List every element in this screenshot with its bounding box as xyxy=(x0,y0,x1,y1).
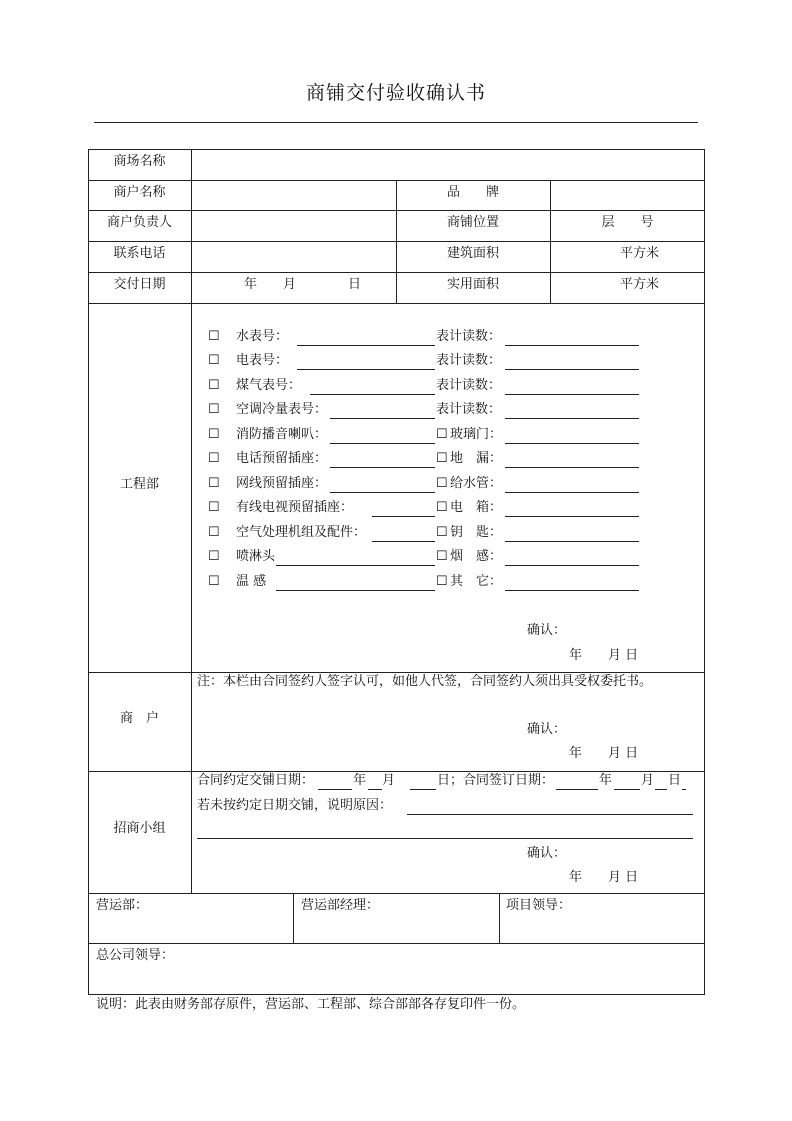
checkbox-icon[interactable]: ☐ xyxy=(436,451,448,466)
agreed-month-line[interactable] xyxy=(368,789,382,790)
air-handler-label: 空气处理机组及配件： xyxy=(236,525,367,540)
floor-drain-label: 地 漏： xyxy=(450,451,503,466)
reading-label: 表计读数： xyxy=(436,353,502,368)
reading-label: 表计读数： xyxy=(436,402,502,417)
electric-reading-line[interactable] xyxy=(505,369,639,370)
phone-socket-label: 电话预留插座： xyxy=(236,451,328,466)
gas-meter-line[interactable] xyxy=(310,394,435,395)
brand-label: 品 牌 xyxy=(446,185,499,200)
tenant-lead-field[interactable] xyxy=(192,211,396,241)
checkbox-icon[interactable]: ☐ xyxy=(436,476,448,491)
building-area-unit[interactable]: 平方米 xyxy=(620,246,660,261)
delay-reason-line-2[interactable] xyxy=(197,838,693,839)
water-pipe-line[interactable] xyxy=(505,492,639,493)
tenant-name-label: 商户名称 xyxy=(113,185,166,200)
row-divider xyxy=(88,771,705,772)
tenant-name-field[interactable] xyxy=(192,181,396,210)
footnote: 说明：此表由财务部存原件，营运部、工程部、综合部部各存复印件一份。 xyxy=(96,997,526,1012)
network-socket-label: 网线预留插座： xyxy=(236,476,328,491)
checkbox-icon[interactable]: ☐ xyxy=(208,500,220,515)
year-label: 年 xyxy=(599,773,613,788)
signed-day-line[interactable] xyxy=(655,789,667,790)
electric-box-line[interactable] xyxy=(505,516,639,517)
delivery-date-label: 交付日期 xyxy=(113,277,166,292)
cable-tv-label: 有线电视预留插座： xyxy=(236,500,354,515)
engineering-label: 工程部 xyxy=(119,477,159,492)
glass-door-line[interactable] xyxy=(505,443,639,444)
signed-month-line[interactable] xyxy=(614,789,640,790)
usable-area-unit[interactable]: 平方米 xyxy=(620,277,660,292)
hq-lead-signature-label[interactable]: 总公司领导： xyxy=(96,948,175,963)
other-label: 其 它： xyxy=(450,574,503,589)
water-pipe-label: 给水管： xyxy=(450,476,503,491)
keys-line[interactable] xyxy=(505,541,639,542)
tenant-confirm[interactable]: 确认： xyxy=(527,722,567,737)
checkbox-icon[interactable]: ☐ xyxy=(208,574,220,589)
row-divider xyxy=(88,893,705,894)
electric-meter-line[interactable] xyxy=(297,369,435,370)
checkbox-icon[interactable]: ☐ xyxy=(436,500,448,515)
mall-name-label: 商场名称 xyxy=(113,154,166,169)
year-label: 年 xyxy=(353,773,367,788)
col-divider xyxy=(293,893,294,943)
shop-location-label: 商铺位置 xyxy=(446,215,499,230)
row-divider xyxy=(88,943,705,944)
reading-label: 表计读数： xyxy=(436,378,502,393)
contract-signed-label: 日；合同签订日期： xyxy=(437,773,555,788)
leasing-section-label: 招商小组 xyxy=(113,821,166,836)
phone-field[interactable] xyxy=(192,242,396,272)
checkbox-icon[interactable]: ☐ xyxy=(208,378,220,393)
delay-reason-label: 若未按约定日期交铺，说明原因： xyxy=(197,798,393,813)
reading-label: 表计读数： xyxy=(436,329,502,344)
heat-sensor-label: 温 感 xyxy=(236,574,267,589)
cable-tv-line[interactable] xyxy=(372,516,435,517)
other-line[interactable] xyxy=(505,590,639,591)
network-socket-line[interactable] xyxy=(330,492,435,493)
engineering-date[interactable]: 年 月 日 xyxy=(569,648,639,663)
signed-day-tail-line xyxy=(682,789,686,790)
checkbox-icon[interactable]: ☐ xyxy=(436,549,448,564)
leasing-date[interactable]: 年 月 日 xyxy=(569,870,639,885)
col-divider xyxy=(499,893,500,943)
document-title: 商铺交付验收确认书 xyxy=(305,82,486,104)
ac-meter-label: 空调冷量表号： xyxy=(236,402,328,417)
checkbox-icon[interactable]: ☐ xyxy=(436,427,448,442)
ac-meter-line[interactable] xyxy=(330,418,435,419)
checkbox-icon[interactable]: ☐ xyxy=(208,402,220,417)
usable-area-label: 实用面积 xyxy=(446,277,499,292)
keys-label: 钥 匙： xyxy=(450,525,503,540)
delay-reason-line[interactable] xyxy=(407,814,693,815)
title-rule xyxy=(94,122,698,123)
delivery-date-field[interactable]: 年 月 日 xyxy=(244,277,362,292)
gas-reading-line[interactable] xyxy=(505,394,639,395)
brand-field[interactable] xyxy=(551,181,704,210)
electric-meter-label: 电表号： xyxy=(236,353,289,368)
phone-label: 联系电话 xyxy=(113,246,166,261)
month-label: 月 xyxy=(641,773,655,788)
building-area-label: 建筑面积 xyxy=(446,246,499,261)
ops-signature-label[interactable]: 营运部： xyxy=(96,898,149,913)
checkbox-icon[interactable]: ☐ xyxy=(208,329,220,344)
checkbox-icon[interactable]: ☐ xyxy=(208,476,220,491)
row-divider xyxy=(88,303,705,304)
smoke-sensor-label: 烟 感： xyxy=(450,549,503,564)
floor-no-label[interactable]: 层 号 xyxy=(601,215,654,230)
leasing-confirm[interactable]: 确认： xyxy=(527,846,567,861)
tenant-date[interactable]: 年 月 日 xyxy=(569,746,639,761)
checkbox-icon[interactable]: ☐ xyxy=(208,427,220,442)
agreed-day-line[interactable] xyxy=(410,789,436,790)
agreed-year-line[interactable] xyxy=(318,789,352,790)
checkbox-icon[interactable]: ☐ xyxy=(208,549,220,564)
phone-socket-line[interactable] xyxy=(330,467,435,468)
row-divider xyxy=(88,672,705,673)
fire-speaker-label: 消防播音喇叭： xyxy=(236,427,328,442)
agreed-delivery-label: 合同约定交铺日期： xyxy=(197,773,315,788)
tenant-section-label: 商 户 xyxy=(119,711,159,726)
smoke-sensor-line[interactable] xyxy=(505,565,639,566)
water-reading-line[interactable] xyxy=(505,345,639,346)
tenant-lead-label: 商户负责人 xyxy=(106,215,172,230)
electric-box-label: 电 箱： xyxy=(450,500,503,515)
ac-reading-line[interactable] xyxy=(505,418,639,419)
mall-name-field[interactable] xyxy=(192,150,704,180)
fire-speaker-line[interactable] xyxy=(330,443,435,444)
air-handler-line[interactable] xyxy=(372,541,435,542)
ops-manager-signature-label[interactable]: 营运部经理： xyxy=(301,898,380,913)
glass-door-label: 玻璃门： xyxy=(450,427,503,442)
checkbox-icon[interactable]: ☐ xyxy=(436,574,448,589)
signed-year-line[interactable] xyxy=(556,789,598,790)
checkbox-icon[interactable]: ☐ xyxy=(208,451,220,466)
sprinkler-label: 喷淋头 xyxy=(236,549,276,564)
water-meter-line[interactable] xyxy=(297,345,435,346)
checkbox-icon[interactable]: ☐ xyxy=(208,525,220,540)
month-label: 月 xyxy=(382,773,396,788)
day-label: 日 xyxy=(668,773,682,788)
sprinkler-line[interactable] xyxy=(276,565,435,566)
floor-drain-line[interactable] xyxy=(505,467,639,468)
checkbox-icon[interactable]: ☐ xyxy=(208,353,220,368)
tenant-note: 注：本栏由合同签约人签字认可，如他人代签，合同签约人须出具受权委托书。 xyxy=(197,674,653,689)
project-lead-signature-label[interactable]: 项目领导： xyxy=(506,898,572,913)
engineering-confirm[interactable]: 确认： xyxy=(527,623,567,638)
checkbox-icon[interactable]: ☐ xyxy=(436,525,448,540)
gas-meter-label: 煤气表号： xyxy=(236,378,302,393)
heat-sensor-line[interactable] xyxy=(276,590,435,591)
water-meter-label: 水表号： xyxy=(236,329,289,344)
